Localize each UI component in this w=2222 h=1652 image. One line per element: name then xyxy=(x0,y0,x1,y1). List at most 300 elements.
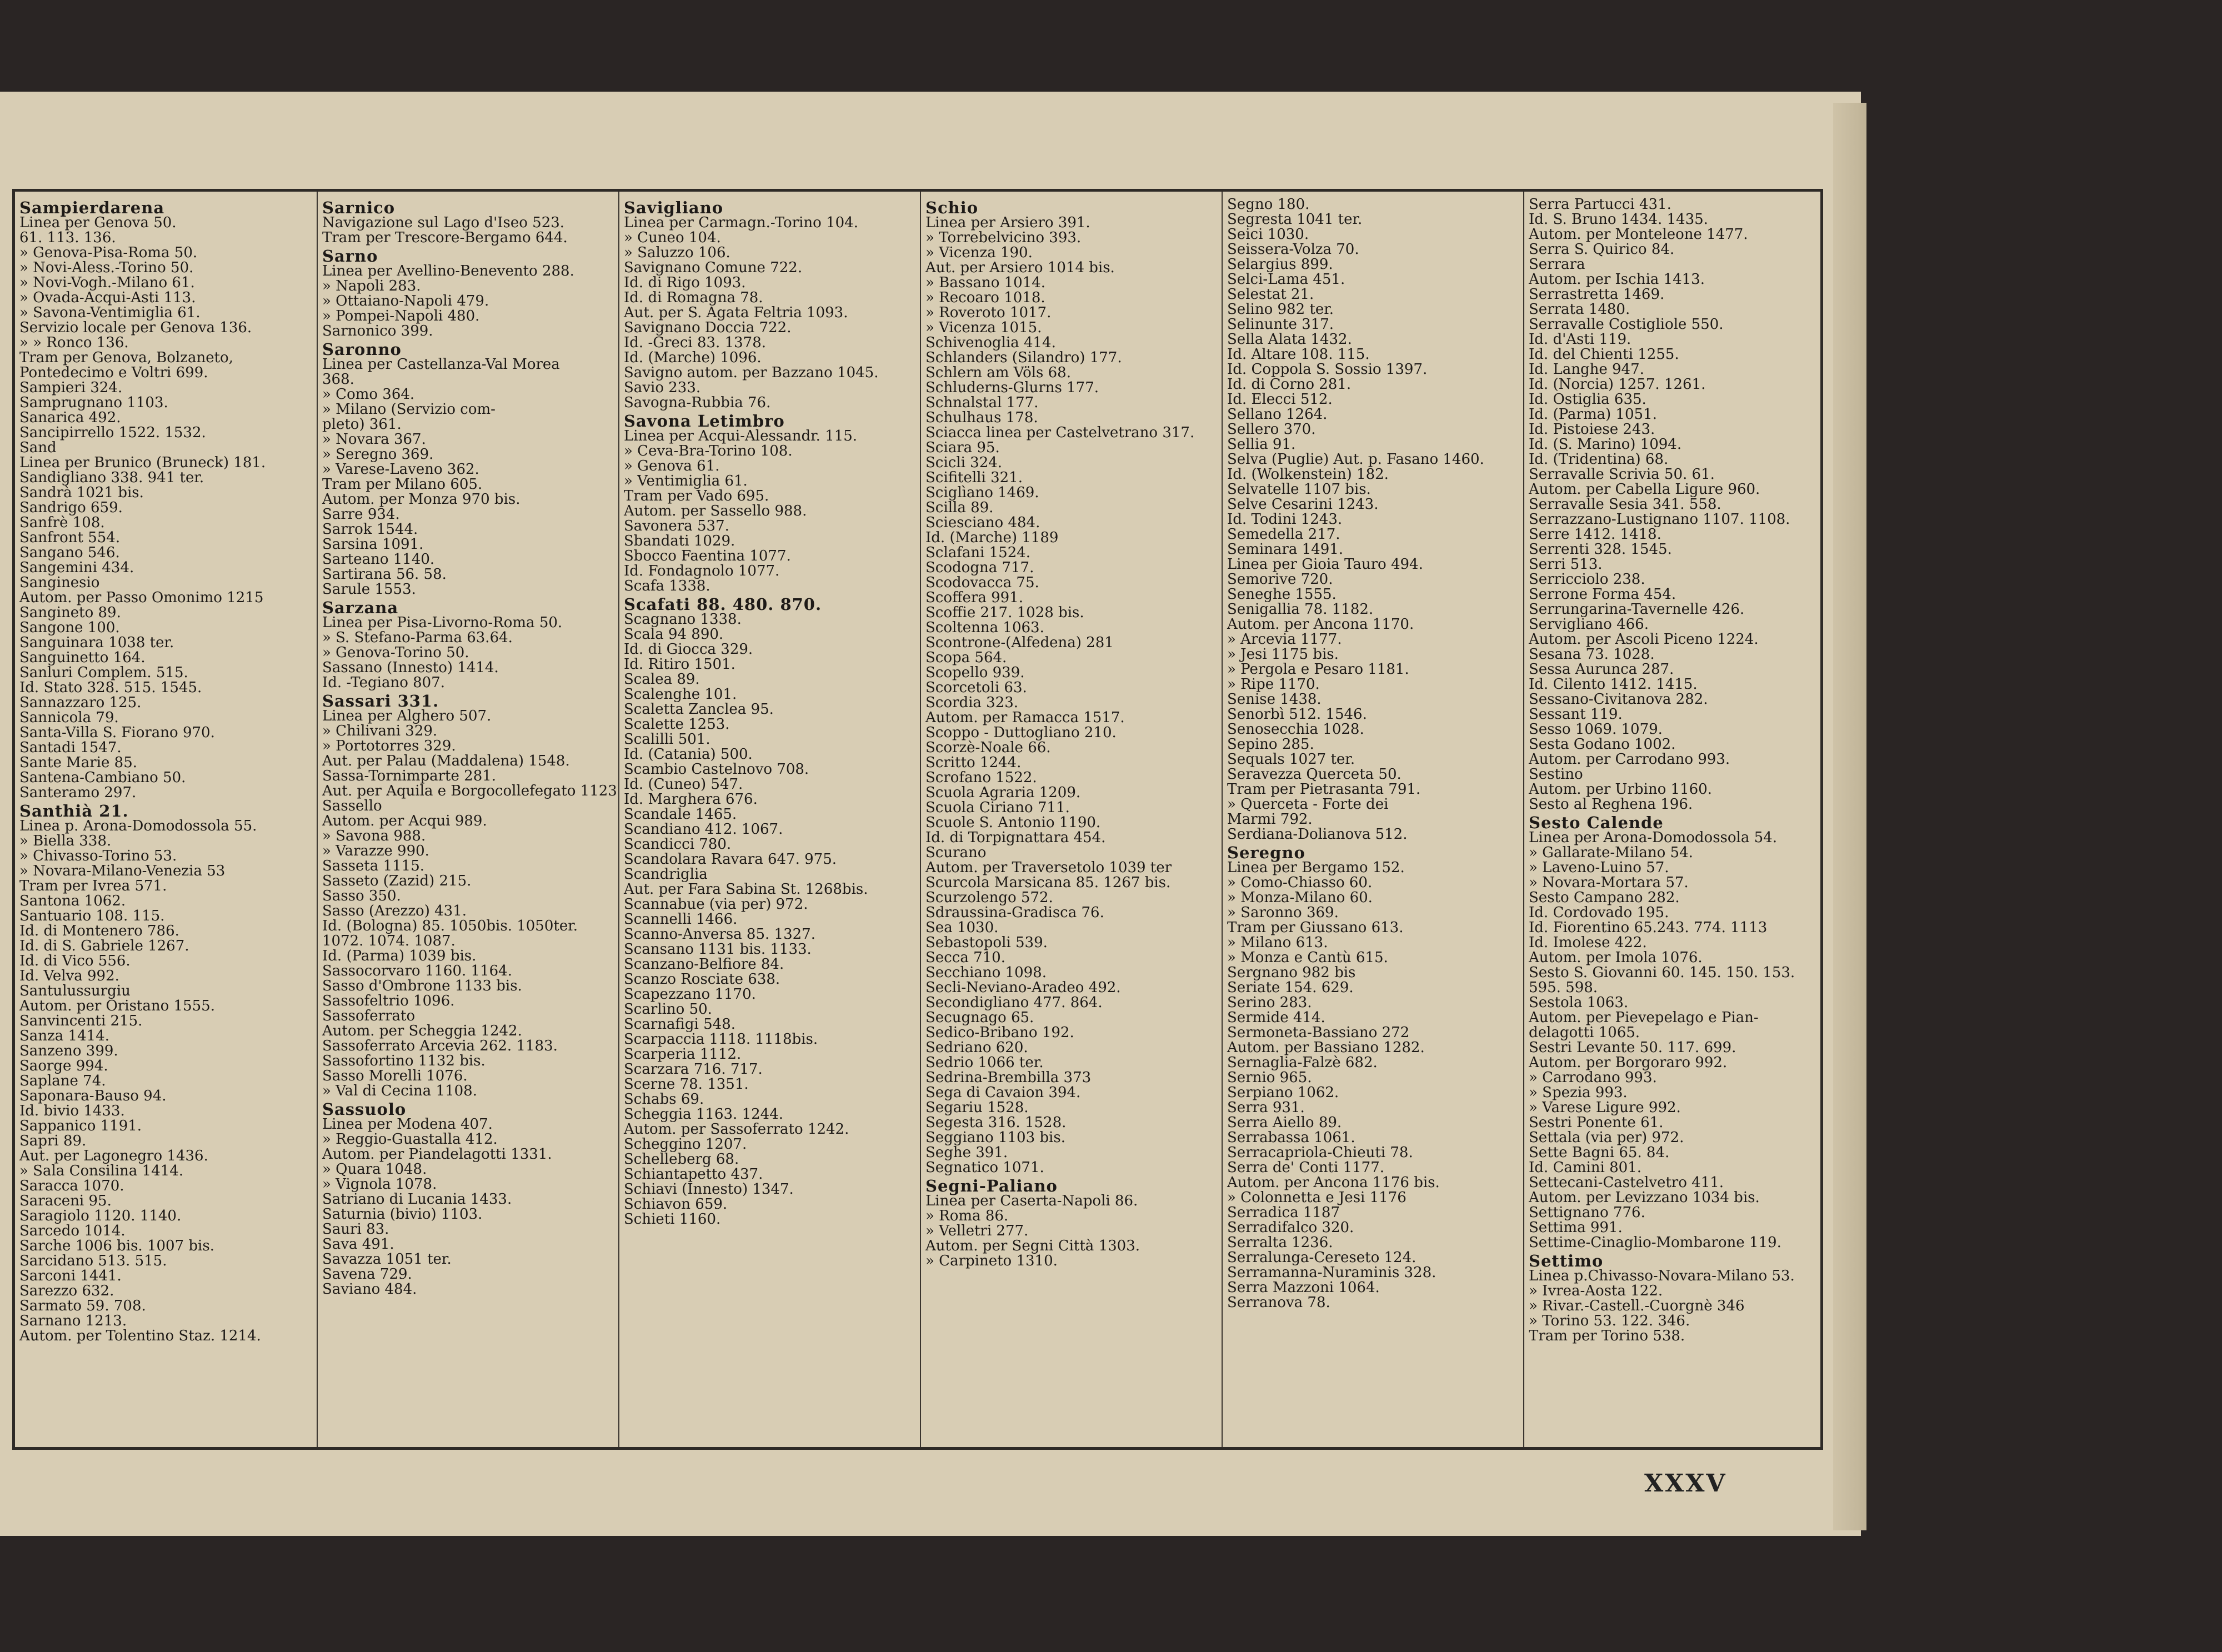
index-entry: Sesto al Reghena 196. xyxy=(1529,796,1693,813)
index-entry: Servizio locale per Genova 136. xyxy=(19,319,252,336)
index-entry: Sassello xyxy=(322,798,382,814)
index-entry: Schulhaus 178. xyxy=(925,409,1038,426)
index-entry: Scontrone-(Alfedena) 281 xyxy=(925,634,1114,651)
index-entry: Schlern am Völs 68. xyxy=(925,364,1071,381)
index-entry: Segnatico 1071. xyxy=(925,1159,1044,1176)
index-entry: Scerne 78. 1351. xyxy=(624,1076,749,1093)
index-entry: Autom. per Segni Città 1303. xyxy=(925,1238,1140,1254)
index-entry: » Ventimiglia 61. xyxy=(624,473,748,489)
index-entry: Sangone 100. xyxy=(19,619,120,636)
index-entry: Linea p. Arona-Domodossola 55. xyxy=(19,818,257,834)
index-entry: Id. Velva 992. xyxy=(19,968,119,984)
index-entry: Sedrina-Brembilla 373 xyxy=(925,1069,1092,1086)
index-entry: Saplane 74. xyxy=(19,1073,106,1089)
index-column xyxy=(1523,192,1820,1447)
index-entry: Selvatelle 1107 bis. xyxy=(1227,481,1371,498)
index-entry: Linea per Brunico (Bruneck) 181. xyxy=(19,454,266,471)
index-entry: Sepino 285. xyxy=(1227,736,1314,753)
index-entry: Serra Aiello 89. xyxy=(1227,1114,1342,1131)
index-entry: Sanzeno 399. xyxy=(19,1043,118,1059)
index-entry: Id. Pistoiese 243. xyxy=(1529,421,1655,438)
index-entry: Sesso 1069. 1079. xyxy=(1529,721,1663,738)
index-entry: Id. di Giocca 329. xyxy=(624,641,753,658)
index-entry: » Monza e Cantù 615. xyxy=(1227,949,1388,966)
index-entry: Id. Coppola S. Sossio 1397. xyxy=(1227,361,1428,378)
index-entry: Sesto Campano 282. xyxy=(1529,889,1680,906)
index-entry: Segesta 316. 1528. xyxy=(925,1114,1067,1131)
index-entry: Linea per Caserta-Napoli 86. xyxy=(925,1193,1138,1209)
index-entry: Id. di Montenero 786. xyxy=(19,923,179,939)
index-entry: Id. (Catania) 500. xyxy=(624,746,753,763)
index-entry: Saraceni 95. xyxy=(19,1193,112,1209)
index-entry: Linea per Arona-Domodossola 54. xyxy=(1529,829,1777,846)
index-entry: » Genova 61. xyxy=(624,458,720,474)
index-entry: » Varazze 990. xyxy=(322,843,429,859)
index-entry: Serradica 1187 xyxy=(1227,1204,1340,1221)
index-heading: Santhià 21. xyxy=(19,802,129,820)
index-entry: Sessano-Civitanova 282. xyxy=(1529,691,1708,708)
index-entry: Linea per Arsiero 391. xyxy=(925,214,1090,231)
index-entry: Id. Langhe 947. xyxy=(1529,361,1644,378)
index-entry: Sanluri Complem. 515. xyxy=(19,664,188,681)
index-entry: Aut. per Lagonegro 1436. xyxy=(19,1148,208,1164)
index-entry: Selci-Lama 451. xyxy=(1227,271,1345,288)
index-entry: Id. (Wolkenstein) 182. xyxy=(1227,466,1389,483)
index-entry: Scagnano 1338. xyxy=(624,611,742,628)
index-entry: Santulussurgiu xyxy=(19,983,131,999)
index-entry: Sciglìano 1469. xyxy=(925,484,1039,501)
index-entry: Sasso 350. xyxy=(322,888,401,904)
index-entry: Savazza 1051 ter. xyxy=(322,1251,452,1268)
index-entry: Sassoferrato xyxy=(322,1008,416,1024)
index-entry: » Genova-Pisa-Roma 50. xyxy=(19,244,198,261)
index-entry: Linea per Acqui-Alessandr. 115. xyxy=(624,428,858,444)
index-entry: Scarlino 50. xyxy=(624,1001,712,1018)
index-entry: Sedico-Bribano 192. xyxy=(925,1024,1074,1041)
index-entry: Segariu 1528. xyxy=(925,1099,1029,1116)
index-entry: Secli-Neviano-Aradeo 492. xyxy=(925,979,1121,996)
index-entry: Secondigliano 477. 864. xyxy=(925,994,1103,1011)
index-entry: » Cuneo 104. xyxy=(624,229,721,246)
index-entry: Id. di Corno 281. xyxy=(1227,376,1352,393)
index-entry: » Varese Ligure 992. xyxy=(1529,1099,1681,1116)
index-entry: » Roveroto 1017. xyxy=(925,304,1052,321)
index-entry: Sava 491. xyxy=(322,1236,394,1253)
index-entry: » Savona-Ventimiglia 61. xyxy=(19,304,201,321)
index-entry: Scaletta Zanclea 95. xyxy=(624,701,774,718)
index-entry: Aut. per Aquila e Borgocollefegato 1123 xyxy=(322,783,617,799)
index-entry: Autom. per Pievepelago e Pian- xyxy=(1529,1009,1759,1026)
index-entry: Scopa 564. xyxy=(925,649,1007,666)
index-entry: Id. (Bologna) 85. 1050bis. 1050ter. xyxy=(322,918,578,934)
index-entry: Scurano xyxy=(925,844,987,861)
index-entry: » S. Stefano-Parma 63.64. xyxy=(322,629,513,646)
index-entry: Pontedecimo e Voltri 699. xyxy=(19,364,208,381)
index-entry: » Saronno 369. xyxy=(1227,904,1339,921)
index-entry: Sella Alata 1432. xyxy=(1227,331,1352,348)
index-entry: Scafa 1338. xyxy=(624,578,710,594)
index-entry: Scuole S. Antonio 1190. xyxy=(925,814,1101,831)
index-entry: Serralta 1236. xyxy=(1227,1234,1333,1251)
index-entry: Serrenti 328. 1545. xyxy=(1529,541,1672,558)
index-entry: Sangano 546. xyxy=(19,544,120,561)
index-entry: » Val di Cecina 1108. xyxy=(322,1083,477,1099)
index-entry: Sarsina 1091. xyxy=(322,536,424,553)
index-entry: » Ottaiano-Napoli 479. xyxy=(322,293,489,309)
index-entry: Sciacca linea per Castelvetrano 317. xyxy=(925,424,1195,441)
index-entry: Sartirana 56. 58. xyxy=(322,566,447,583)
index-entry: Linea per Pisa-Livorno-Roma 50. xyxy=(322,614,563,631)
index-entry: » Rivar.-Castell.-Cuorgnè 346 xyxy=(1529,1298,1745,1314)
index-entry: Scilla 89. xyxy=(925,499,994,516)
index-entry: Sand xyxy=(19,439,57,456)
index-entry: Linea p.Chivasso-Novara-Milano 53. xyxy=(1529,1268,1795,1284)
index-entry: Sassofortino 1132 bis. xyxy=(322,1053,486,1069)
index-entry: Scoppo - Duttogliano 210. xyxy=(925,724,1117,741)
index-entry: Scordia 323. xyxy=(925,694,1019,711)
index-entry: Sanvincenti 215. xyxy=(19,1013,143,1029)
index-entry: Serrone Forma 454. xyxy=(1529,586,1676,603)
index-entry: Autom. per Ancona 1170. xyxy=(1227,616,1414,633)
index-entry: Saracca 1070. xyxy=(19,1178,124,1194)
index-heading: Sampierdarena xyxy=(19,198,165,217)
index-entry: Sassoferrato Arcevia 262. 1183. xyxy=(322,1038,558,1054)
index-entry: Autom. per Monteleone 1477. xyxy=(1529,226,1748,243)
index-heading: Sarnico xyxy=(322,198,396,217)
index-entry: Serino 283. xyxy=(1227,994,1312,1011)
index-entry: Sappanico 1191. xyxy=(19,1118,142,1134)
index-entry: » Chivasso-Torino 53. xyxy=(19,848,177,864)
index-entry: Autom. per Carrodano 993. xyxy=(1529,751,1730,768)
index-entry: Sanza 1414. xyxy=(19,1028,109,1044)
index-entry: Id. (Norcia) 1257. 1261. xyxy=(1529,376,1706,393)
index-entry: Sarcidano 513. 515. xyxy=(19,1253,167,1269)
index-entry: Sesto S. Giovanni 60. 145. 150. 153. xyxy=(1529,964,1795,981)
index-entry: Scarperia 1112. xyxy=(624,1046,742,1063)
index-entry: Servigliano 466. xyxy=(1529,616,1649,633)
index-entry: Scandale 1465. xyxy=(624,806,737,823)
index-entry: Tram per Genova, Bolzaneto, xyxy=(19,349,233,366)
index-heading: Sassari 331. xyxy=(322,692,439,710)
index-entry: Serravalle Costigliole 550. xyxy=(1529,316,1724,333)
index-entry: Sernaglia-Falzè 682. xyxy=(1227,1054,1378,1071)
index-entry: Scodogna 717. xyxy=(925,559,1034,576)
index-entry: » Monza-Milano 60. xyxy=(1227,889,1373,906)
index-entry: Autom. per Sassello 988. xyxy=(624,503,807,519)
index-entry: Sarmato 59. 708. xyxy=(19,1298,146,1314)
index-entry: Scandolara Ravara 647. 975. xyxy=(624,851,837,868)
index-entry: Sanfrè 108. xyxy=(19,514,105,531)
index-entry: Scalette 1253. xyxy=(624,716,730,733)
index-entry: Id. Ritiro 1501. xyxy=(624,656,735,673)
index-entry: Scurcola Marsicana 85. 1267 bis. xyxy=(925,874,1171,891)
index-entry: Serravalle Sesia 341. 558. xyxy=(1529,496,1721,513)
index-entry: 1072. 1074. 1087. xyxy=(322,933,456,949)
index-heading: Settimo xyxy=(1529,1251,1604,1270)
index-entry: Linea per Alghero 507. xyxy=(322,708,492,724)
index-entry: » Bassano 1014. xyxy=(925,274,1046,291)
index-entry: Selestat 21. xyxy=(1227,286,1314,303)
index-entry: Id. S. Bruno 1434. 1435. xyxy=(1529,211,1708,228)
index-entry: Autom. per Ancona 1176 bis. xyxy=(1227,1174,1440,1191)
index-entry: Id. (Marche) 1189 xyxy=(925,529,1059,546)
index-entry: Sasso Morelli 1076. xyxy=(322,1068,468,1084)
index-entry: » Colonnetta e Jesi 1176 xyxy=(1227,1189,1407,1206)
index-entry: Scarpaccia 1118. 1118bis. xyxy=(624,1031,818,1048)
index-entry: Sarre 934. xyxy=(322,506,400,523)
index-entry: Scifitelli 321. xyxy=(925,469,1023,486)
index-entry: Sellano 1264. xyxy=(1227,406,1328,423)
index-entry: Serrastretta 1469. xyxy=(1529,286,1665,303)
index-entry: Sanfront 554. xyxy=(19,529,121,546)
index-entry: Scarnafigi 548. xyxy=(624,1016,736,1033)
index-entry: Schiavi (Innesto) 1347. xyxy=(624,1181,794,1198)
index-entry: Serricciolo 238. xyxy=(1529,571,1645,588)
index-entry: Schieti 1160. xyxy=(624,1211,721,1228)
index-entry: » Novi-Aless.-Torino 50. xyxy=(19,259,194,276)
index-entry: Id. Imolese 422. xyxy=(1529,934,1647,951)
index-heading: Schio xyxy=(925,198,979,217)
index-entry: Sanguinara 1038 ter. xyxy=(19,634,174,651)
index-entry: Seggiano 1103 bis. xyxy=(925,1129,1065,1146)
index-entry: Autom. per Monza 970 bis. xyxy=(322,491,521,508)
index-entry: Sarconi 1441. xyxy=(19,1268,122,1284)
index-entry: Serrara xyxy=(1529,256,1585,273)
index-entry: Seravezza Querceta 50. xyxy=(1227,766,1402,783)
index-entry: Sergnano 982 bis xyxy=(1227,964,1356,981)
index-entry: Sasso (Arezzo) 431. xyxy=(322,903,467,919)
index-entry: » Recoaro 1018. xyxy=(925,289,1045,306)
index-entry: pleto) 361. xyxy=(322,416,402,433)
index-entry: Schiavon 659. xyxy=(624,1196,728,1213)
index-entry: Scandiano 412. 1067. xyxy=(624,821,783,838)
index-entry: Serre 1412. 1418. xyxy=(1529,526,1662,543)
index-entry: » Spezia 993. xyxy=(1529,1084,1628,1101)
index-entry: Tram per Pietrasanta 791. xyxy=(1227,781,1421,798)
index-entry: Scansano 1131 bis. 1133. xyxy=(624,941,812,958)
index-entry: Savignano Doccia 722. xyxy=(624,319,792,336)
index-entry: Seneghe 1555. xyxy=(1227,586,1337,603)
index-entry: Satriano di Lucania 1433. xyxy=(322,1191,512,1208)
index-entry: Autom. per Scheggia 1242. xyxy=(322,1023,522,1039)
index-entry: Sarteano 1140. xyxy=(322,551,435,568)
index-entry: Serranova 78. xyxy=(1227,1294,1330,1311)
index-entry: » Ivrea-Aosta 122. xyxy=(1529,1283,1663,1299)
index-entry: Sassa-Tornimparte 281. xyxy=(322,768,497,784)
index-entry: Scalenghe 101. xyxy=(624,686,737,703)
index-entry: Settime-Cinaglio-Mombarone 119. xyxy=(1529,1234,1781,1251)
index-entry: Tram per Torino 538. xyxy=(1529,1328,1685,1344)
index-entry: Selino 982 ter. xyxy=(1227,301,1334,318)
index-entry: Id. (Parma) 1039 bis. xyxy=(322,948,477,964)
index-entry: » Seregno 369. xyxy=(322,446,434,463)
index-entry: Sarcedo 1014. xyxy=(19,1223,126,1239)
index-entry: Selva (Puglie) Aut. p. Fasano 1460. xyxy=(1227,451,1484,468)
index-entry: Serpiano 1062. xyxy=(1227,1084,1339,1101)
index-entry: Semedella 217. xyxy=(1227,526,1340,543)
index-entry: Id. di Rigo 1093. xyxy=(624,274,746,291)
index-entry: » Torrebelvicino 393. xyxy=(925,229,1082,246)
index-entry: » Napoli 283. xyxy=(322,278,421,294)
index-entry: Linea per Bergamo 152. xyxy=(1227,859,1405,876)
index-entry: Autom. per Ischia 1413. xyxy=(1529,271,1705,288)
index-entry: » Genova-Torino 50. xyxy=(322,644,469,661)
index-column xyxy=(317,192,618,1447)
index-entry: » Portotorres 329. xyxy=(322,738,456,754)
index-entry: Seriate 154. 629. xyxy=(1227,979,1354,996)
index-entry: Autom. per Borgoraro 992. xyxy=(1529,1054,1728,1071)
index-entry: Selve Cesarini 1243. xyxy=(1227,496,1379,513)
index-entry: Scala 94 890. xyxy=(624,626,724,643)
index-entry: Autom. per Urbino 1160. xyxy=(1529,781,1712,798)
index-entry: Sermoneta-Bassiano 272 xyxy=(1227,1024,1410,1041)
index-entry: » Carpineto 1310. xyxy=(925,1253,1058,1269)
index-heading: Saronno xyxy=(322,340,402,359)
index-entry: Scurzolengo 572. xyxy=(925,889,1053,906)
index-entry: Autom. per Sassoferrato 1242. xyxy=(624,1121,849,1138)
index-entry: Scodovacca 75. xyxy=(925,574,1039,591)
index-entry: Aut. per Fara Sabina St. 1268bis. xyxy=(624,881,868,898)
index-entry: Saorge 994. xyxy=(19,1058,108,1074)
index-entry: Secugnago 65. xyxy=(925,1009,1034,1026)
index-entry: Id. (S. Marino) 1094. xyxy=(1529,436,1682,453)
index-entry: delagotti 1065. xyxy=(1529,1024,1640,1041)
index-entry: Serra Mazzoni 1064. xyxy=(1227,1279,1380,1296)
index-entry: Sdraussina-Gradisca 76. xyxy=(925,904,1104,921)
index-entry: Id. Altare 108. 115. xyxy=(1227,346,1370,363)
index-entry: Saragiolo 1120. 1140. xyxy=(19,1208,182,1224)
index-entry: Scapezzano 1170. xyxy=(624,986,756,1003)
index-entry: Id. Marghera 676. xyxy=(624,791,758,808)
index-entry: Sedriano 620. xyxy=(925,1039,1028,1056)
index-entry: Scorzè-Noale 66. xyxy=(925,739,1051,756)
index-entry: Sasseta 1115. xyxy=(322,858,425,874)
index-entry: Senorbì 512. 1546. xyxy=(1227,706,1367,723)
index-entry: » Sala Consilina 1414. xyxy=(19,1163,184,1179)
index-heading: Sassuolo xyxy=(322,1100,407,1119)
index-entry: Autom. per Oristano 1555. xyxy=(19,998,215,1014)
index-table xyxy=(12,189,1823,1450)
index-entry: Sanguinetto 164. xyxy=(19,649,146,666)
index-entry: Scannabue (via per) 972. xyxy=(624,896,808,913)
index-entry: Id. bivio 1433. xyxy=(19,1103,125,1119)
index-entry: » Vignola 1078. xyxy=(322,1176,437,1193)
index-entry: Sestino xyxy=(1529,766,1583,783)
index-entry: Scandriglia xyxy=(624,866,708,883)
index-entry: Scanzano-Belfiore 84. xyxy=(624,956,784,973)
index-entry: » Reggio-Guastalla 412. xyxy=(322,1131,498,1148)
index-entry: Scopello 939. xyxy=(925,664,1025,681)
index-entry: Sesana 73. 1028. xyxy=(1529,646,1655,663)
index-entry: Sarezzo 632. xyxy=(19,1283,114,1299)
index-entry: Seici 1030. xyxy=(1227,226,1309,243)
index-entry: Linea per Carmagn.-Torino 104. xyxy=(624,214,858,231)
index-entry: Sassano (Innesto) 1414. xyxy=(322,659,499,676)
index-entry: Id. Cilento 1412. 1415. xyxy=(1529,676,1698,693)
index-entry: Autom. per Traversetolo 1039 ter xyxy=(925,859,1172,876)
index-heading: Scafati 88. 480. 870. xyxy=(624,595,822,614)
index-entry: Scoltenna 1063. xyxy=(925,619,1044,636)
index-entry: Sciesciano 484. xyxy=(925,514,1040,531)
index-entry: Id. del Chienti 1255. xyxy=(1529,346,1679,363)
index-entry: Sclafani 1524. xyxy=(925,544,1031,561)
index-entry: Serra Partucci 431. xyxy=(1529,196,1671,213)
index-entry: Id. Ostiglia 635. xyxy=(1529,391,1647,408)
index-entry: 61. 113. 136. xyxy=(19,229,116,246)
index-entry: Sarrok 1544. xyxy=(322,521,418,538)
index-entry: Serdiana-Dolianova 512. xyxy=(1227,826,1408,843)
index-heading: Savona Letimbro xyxy=(624,412,785,430)
index-entry: Serravalle Scrivia 50. 61. xyxy=(1529,466,1715,483)
index-entry: Sea 1030. xyxy=(925,919,999,936)
index-entry: 595. 598. xyxy=(1529,979,1598,996)
index-entry: Semorive 720. xyxy=(1227,571,1333,588)
index-entry: Sasso d'Ombrone 1133 bis. xyxy=(322,978,522,994)
index-entry: Id. Fondagnolo 1077. xyxy=(624,563,780,579)
index-entry: Savio 233. xyxy=(624,379,701,396)
index-entry: Linea per Genova 50. xyxy=(19,214,177,231)
index-entry: » Savona 988. xyxy=(322,828,426,844)
index-entry: Sandrigo 659. xyxy=(19,499,123,516)
index-entry: Sancipirrello 1522. 1532. xyxy=(19,424,206,441)
index-entry: Id. Fiorentino 65.243. 774. 1113 xyxy=(1529,919,1768,936)
index-entry: Sette Bagni 65. 84. xyxy=(1529,1144,1670,1161)
index-entry: » Como 364. xyxy=(322,386,415,403)
index-entry: Scanzo Rosciate 638. xyxy=(624,971,780,988)
index-entry: Sernio 965. xyxy=(1227,1069,1312,1086)
index-entry: Id. di Vico 556. xyxy=(19,953,131,969)
index-entry: Sante Marie 85. xyxy=(19,754,138,771)
index-entry: Serrungarina-Tavernelle 426. xyxy=(1529,601,1745,618)
index-entry: Senise 1438. xyxy=(1227,691,1322,708)
index-heading: Savigliano xyxy=(624,198,724,217)
index-entry: Santadi 1547. xyxy=(19,739,122,756)
index-entry: » Como-Chiasso 60. xyxy=(1227,874,1373,891)
index-entry: » Ceva-Bra-Torino 108. xyxy=(624,443,793,459)
page-number: XXXV xyxy=(1644,1469,1727,1498)
index-entry: Savena 729. xyxy=(322,1266,412,1283)
index-entry: Saturnia (bivio) 1103. xyxy=(322,1206,483,1223)
index-entry: Sangemini 434. xyxy=(19,559,134,576)
index-entry: Autom. per Bassiano 1282. xyxy=(1227,1039,1425,1056)
index-entry: Scanno-Anversa 85. 1327. xyxy=(624,926,815,943)
index-entry: Scarzara 716. 717. xyxy=(624,1061,763,1078)
index-entry: Saviano 484. xyxy=(322,1281,417,1298)
index-entry: Navigazione sul Lago d'Iseo 523. xyxy=(322,214,565,231)
index-entry: » » Ronco 136. xyxy=(19,334,129,351)
index-entry: Sciara 95. xyxy=(925,439,1000,456)
index-entry: » Laveno-Luino 57. xyxy=(1529,859,1669,876)
index-entry: 368. xyxy=(322,371,354,388)
index-entry: Autom. per Imola 1076. xyxy=(1529,949,1703,966)
index-entry: Sanarica 492. xyxy=(19,409,121,426)
index-entry: Schlanders (Silandro) 177. xyxy=(925,349,1122,366)
index-entry: Aut. per S. Agata Feltria 1093. xyxy=(624,304,848,321)
index-entry: Id. Camini 801. xyxy=(1529,1159,1642,1176)
index-entry: Schelleberg 68. xyxy=(624,1151,739,1168)
index-entry: Schivenoglia 414. xyxy=(925,334,1056,351)
index-entry: Segresta 1041 ter. xyxy=(1227,211,1363,228)
index-entry: » Novara 367. xyxy=(322,431,426,448)
index-entry: Id. Cordovado 195. xyxy=(1529,904,1669,921)
index-entry: Id. Todini 1243. xyxy=(1227,511,1343,528)
index-entry: Sannazzaro 125. xyxy=(19,694,142,711)
index-entry: Scicli 324. xyxy=(925,454,1003,471)
index-entry: » Novi-Vogh.-Milano 61. xyxy=(19,274,195,291)
index-entry: Tram per Ivrea 571. xyxy=(19,878,167,894)
index-entry: Serra de' Conti 1177. xyxy=(1227,1159,1385,1176)
index-entry: Tram per Giussano 613. xyxy=(1227,919,1404,936)
